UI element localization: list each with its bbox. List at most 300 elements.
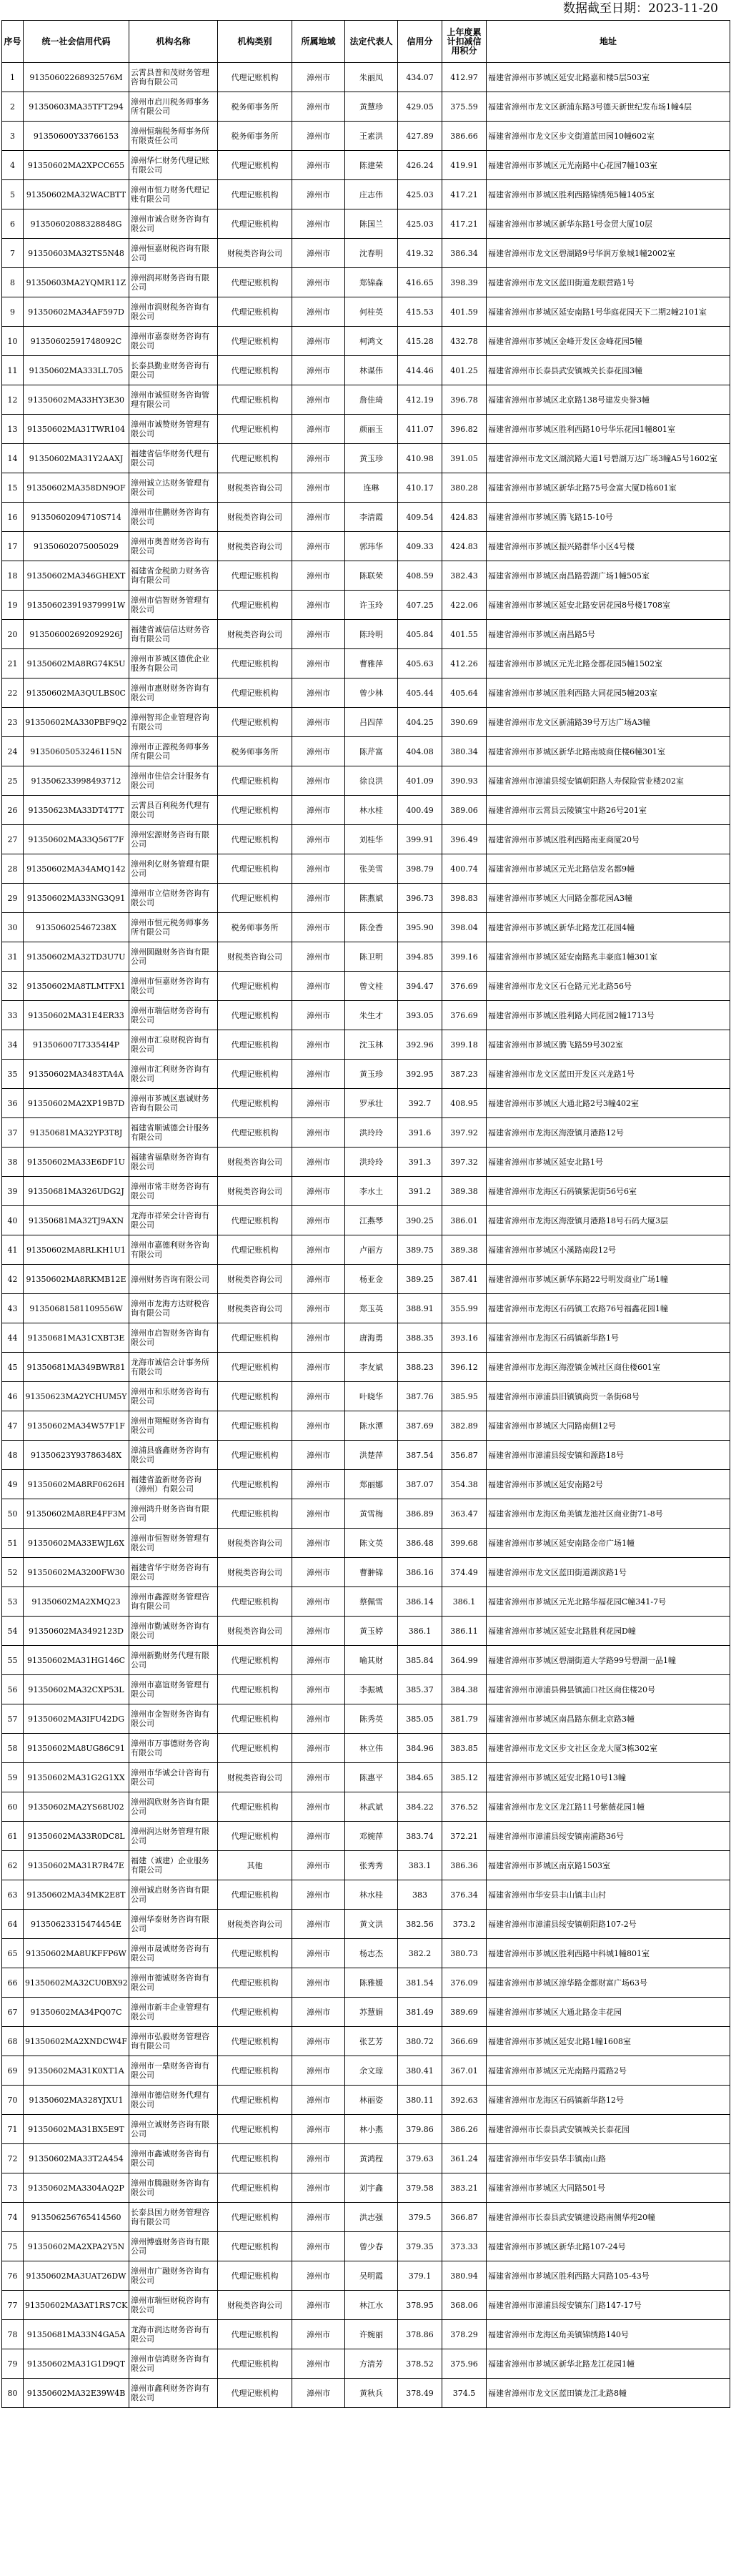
table-row <box>2 1235 730 1265</box>
cell-agency-name: 漳州恒瑞税务师事务所有限责任公司 <box>129 122 218 151</box>
data-cutoff-date-text: 数据截至日期：2023-11-20 <box>562 1 718 16</box>
cell-address: 福建省漳州市芗城区延安北路嘉和楼5层503室 <box>487 63 730 92</box>
cell-region: 漳州市 <box>292 1822 345 1851</box>
cell-agency-name: 漳州市诚赞财务管理有限公司 <box>129 415 218 444</box>
cell-index: 18 <box>2 561 24 591</box>
cell-deducted-points: 376.52 <box>442 1792 487 1822</box>
cell-address: 福建省漳州市芗城区碧湖街道大学路99号碧湖一品1幢 <box>487 1646 730 1675</box>
table-row <box>2 1646 730 1675</box>
cell-agency-name: 漳州市惠财财务咨询有限公司 <box>129 678 218 708</box>
cell-address: 福建省漳州市龙文区蓝田镇龙江北路8幢 <box>487 2379 730 2408</box>
cell-legal-rep: 陈卫明 <box>345 942 398 972</box>
cell-credit-code: 91350602MA8RE4FF3M <box>24 1499 129 1529</box>
cell-address: 福建省漳州市龙海区石码镇工农路76号福鑫花园1幢 <box>487 1294 730 1323</box>
cell-agency-name: 漳州宏源财务咨询有限公司 <box>129 825 218 854</box>
cell-agency-name: 漳州市一鼎财务咨询有限公司 <box>129 2056 218 2086</box>
header-agency-type: 机构类别 <box>218 21 292 63</box>
agency-credit-table <box>1 20 730 2408</box>
table-row <box>2 1089 730 1118</box>
cell-agency-type: 代理记账机构 <box>218 356 292 385</box>
cell-credit-code: 91350602MA8UG86C91 <box>24 1734 129 1763</box>
cell-agency-type: 财税类咨询公司 <box>218 1529 292 1558</box>
cell-agency-type: 代理记账机构 <box>218 1060 292 1089</box>
cell-address: 福建省漳州市龙文区龙江路11号紫薇花园1幢 <box>487 1792 730 1822</box>
cell-credit-code: 91350602075005029 <box>24 532 129 561</box>
cell-credit-score: 383 <box>398 1880 442 1910</box>
cell-deducted-points: 373.2 <box>442 1910 487 1939</box>
cell-credit-code: 91350602MA346GHEXT <box>24 561 129 591</box>
cell-legal-rep: 林江水 <box>345 2291 398 2320</box>
cell-deducted-points: 401.59 <box>442 297 487 327</box>
cell-legal-rep: 曹雅萍 <box>345 649 398 678</box>
cell-credit-score: 378.86 <box>398 2320 442 2349</box>
cell-index: 4 <box>2 151 24 180</box>
cell-index: 41 <box>2 1235 24 1265</box>
cell-index: 19 <box>2 591 24 620</box>
cell-legal-rep: 林谋伟 <box>345 356 398 385</box>
cell-credit-score: 407.25 <box>398 591 442 620</box>
cell-legal-rep: 李水土 <box>345 1177 398 1206</box>
cell-region: 漳州市 <box>292 1880 345 1910</box>
cell-region: 漳州市 <box>292 327 345 356</box>
table-body <box>2 63 730 2408</box>
cell-credit-score: 427.89 <box>398 122 442 151</box>
cell-address: 福建省漳州市华安县华丰镇南山路 <box>487 2144 730 2173</box>
cell-index: 48 <box>2 1441 24 1470</box>
cell-agency-name: 福建省信华财务代理有限公司 <box>129 444 218 473</box>
cell-agency-name: 漳州市勤诚财务咨询有限公司 <box>129 1617 218 1646</box>
cell-address: 福建省漳州市龙海区角美镇龙池社区商业街71-8号 <box>487 1499 730 1529</box>
cell-address: 福建省漳州市芗城区胜利路大同花园2幢1713号 <box>487 1001 730 1030</box>
cell-legal-rep: 黄玉珍 <box>345 444 398 473</box>
cell-credit-score: 386.89 <box>398 1499 442 1529</box>
cell-credit-code: 91350602MA3QULBS0C <box>24 678 129 708</box>
cell-legal-rep: 郑锦森 <box>345 268 398 297</box>
cell-agency-type: 代理记账机构 <box>218 385 292 415</box>
cell-deducted-points: 356.87 <box>442 1441 487 1470</box>
cell-agency-name: 漳州博盛财务咨询有限公司 <box>129 2232 218 2261</box>
cell-region: 漳州市 <box>292 561 345 591</box>
cell-index: 47 <box>2 1411 24 1441</box>
table-row <box>2 913 730 942</box>
cell-index: 64 <box>2 1910 24 1939</box>
cell-region: 漳州市 <box>292 297 345 327</box>
cell-deducted-points: 391.05 <box>442 444 487 473</box>
cell-deducted-points: 412.97 <box>442 63 487 92</box>
cell-region: 漳州市 <box>292 2320 345 2349</box>
cell-address: 福建省漳州市漳浦县佛昙镇浦口社区商住楼20号 <box>487 1675 730 1704</box>
cell-agency-name: 福建省盈新财务咨询（漳州）有限公司 <box>129 1470 218 1499</box>
table-row <box>2 1470 730 1499</box>
cell-credit-code: 91350602MA3UAT26DW <box>24 2261 129 2291</box>
cell-credit-score: 419.32 <box>398 239 442 268</box>
cell-credit-code: 91350602MA3IFU42DG <box>24 1704 129 1734</box>
cell-region: 漳州市 <box>292 1734 345 1763</box>
cell-credit-score: 425.03 <box>398 180 442 209</box>
cell-agency-type: 代理记账机构 <box>218 1411 292 1441</box>
cell-region: 漳州市 <box>292 1030 345 1060</box>
cell-legal-rep: 黄秋兵 <box>345 2379 398 2408</box>
cell-legal-rep: 蔡佩雪 <box>345 1587 398 1617</box>
cell-region: 漳州市 <box>292 503 345 532</box>
cell-agency-name: 漳州市鑫利财务咨询有限公司 <box>129 2379 218 2408</box>
cell-credit-score: 398.79 <box>398 854 442 884</box>
cell-legal-rep: 邓婉萍 <box>345 1822 398 1851</box>
cell-credit-code: 91350602MA34W57F1F <box>24 1411 129 1441</box>
table-row <box>2 2086 730 2115</box>
cell-region: 漳州市 <box>292 122 345 151</box>
header-legal-rep: 法定代表人 <box>345 21 398 63</box>
cell-agency-name: 漳州市立信财务咨询有限公司 <box>129 884 218 913</box>
cell-index: 11 <box>2 356 24 385</box>
cell-deducted-points: 382.43 <box>442 561 487 591</box>
cell-agency-name: 漳州市金智财务咨询有限公司 <box>129 1704 218 1734</box>
cell-credit-code: 91350602MA32E39W4B <box>24 2379 129 2408</box>
cell-credit-code: 91350603MA35TFT294 <box>24 92 129 122</box>
cell-credit-score: 404.25 <box>398 708 442 737</box>
cell-region: 漳州市 <box>292 1617 345 1646</box>
cell-index: 73 <box>2 2173 24 2203</box>
cell-agency-name: 漳州市启川税务师事务所有限公司 <box>129 92 218 122</box>
cell-agency-type: 财税类咨询公司 <box>218 1177 292 1206</box>
cell-address: 福建省漳州市华安县丰山镇丰山村 <box>487 1880 730 1910</box>
cell-region: 漳州市 <box>292 239 345 268</box>
cell-agency-type: 代理记账机构 <box>218 1822 292 1851</box>
cell-legal-rep: 詹佳琦 <box>345 385 398 415</box>
cell-index: 35 <box>2 1060 24 1089</box>
cell-index: 37 <box>2 1118 24 1148</box>
cell-region: 漳州市 <box>292 649 345 678</box>
cell-address: 福建省漳州市芗城区延安南路兆丰豪庭1幢301室 <box>487 942 730 972</box>
table-row <box>2 1294 730 1323</box>
cell-index: 10 <box>2 327 24 356</box>
cell-credit-score: 378.52 <box>398 2349 442 2379</box>
cell-agency-name: 漳州市瑞信财务咨询有限公司 <box>129 1001 218 1030</box>
cell-agency-type: 税务师事务所 <box>218 737 292 766</box>
cell-legal-rep: 陈金香 <box>345 913 398 942</box>
cell-credit-code: 91350602MA3304AQ2P <box>24 2173 129 2203</box>
table-row <box>2 444 730 473</box>
cell-region: 漳州市 <box>292 1206 345 1235</box>
cell-deducted-points: 396.78 <box>442 385 487 415</box>
cell-agency-name: 漳州市德信财务代理有限公司 <box>129 2086 218 2115</box>
cell-region: 漳州市 <box>292 209 345 239</box>
cell-agency-type: 财税类咨询公司 <box>218 532 292 561</box>
cell-index: 21 <box>2 649 24 678</box>
cell-legal-rep: 张艺芳 <box>345 2027 398 2056</box>
cell-deducted-points: 363.47 <box>442 1499 487 1529</box>
table-row <box>2 268 730 297</box>
cell-address: 福建省漳州市芗城区新华北路龙江花园1幢 <box>487 2349 730 2379</box>
table-row <box>2 591 730 620</box>
table-row <box>2 1910 730 1939</box>
cell-legal-rep: 黄文洪 <box>345 1910 398 1939</box>
cell-credit-code: 91350602MA33E6DF1U <box>24 1148 129 1177</box>
cell-legal-rep: 连琳 <box>345 473 398 503</box>
cell-agency-type: 代理记账机构 <box>218 796 292 825</box>
table-row <box>2 766 730 796</box>
cell-credit-code: 91350602MA3AT1RS7CK <box>24 2291 129 2320</box>
cell-region: 漳州市 <box>292 1910 345 1939</box>
cell-index: 40 <box>2 1206 24 1235</box>
cell-legal-rep: 王素洪 <box>345 122 398 151</box>
cell-agency-type: 代理记账机构 <box>218 1030 292 1060</box>
cell-deducted-points: 380.28 <box>442 473 487 503</box>
cell-credit-code: 91350602MA33R0DC8L <box>24 1822 129 1851</box>
cell-deducted-points: 387.23 <box>442 1060 487 1089</box>
cell-agency-type: 财税类咨询公司 <box>218 1617 292 1646</box>
cell-agency-type: 代理记账机构 <box>218 1587 292 1617</box>
cell-deducted-points: 417.21 <box>442 180 487 209</box>
cell-index: 49 <box>2 1470 24 1499</box>
cell-region: 漳州市 <box>292 356 345 385</box>
cell-agency-name: 漳州市润财税务咨询有限公司 <box>129 297 218 327</box>
cell-address: 福建省漳州市芗城区新华北路龙江花园4幢 <box>487 913 730 942</box>
cell-agency-type: 财税类咨询公司 <box>218 1558 292 1587</box>
cell-credit-score: 391.6 <box>398 1118 442 1148</box>
cell-credit-score: 380.41 <box>398 2056 442 2086</box>
cell-region: 漳州市 <box>292 1704 345 1734</box>
cell-agency-name: 漳州市翔鲲财务咨询有限公司 <box>129 1411 218 1441</box>
cell-agency-name: 漳州市恒力财务代理记账有限公司 <box>129 180 218 209</box>
cell-region: 漳州市 <box>292 2349 345 2379</box>
cell-index: 79 <box>2 2349 24 2379</box>
cell-agency-name: 福建省华宇财务咨询有限公司 <box>129 1558 218 1587</box>
cell-agency-type: 代理记账机构 <box>218 708 292 737</box>
cell-agency-name: 漳州润欣财务咨询有限公司 <box>129 1792 218 1822</box>
cell-address: 福建省漳州市芗城区延安北路安居花园8号楼1708室 <box>487 591 730 620</box>
table-row <box>2 1675 730 1704</box>
cell-credit-score: 429.05 <box>398 92 442 122</box>
cell-address: 福建省漳州市芗城区新华北路南坡商住楼6幢301室 <box>487 737 730 766</box>
cell-deducted-points: 417.21 <box>442 209 487 239</box>
cell-credit-code: 91350603MA2YQMR11Z <box>24 268 129 297</box>
cell-agency-type: 代理记账机构 <box>218 825 292 854</box>
cell-agency-type: 代理记账机构 <box>218 1382 292 1411</box>
cell-address: 福建省漳州市芗城区元光北路金都花园5幢1502室 <box>487 649 730 678</box>
cell-agency-name: 漳州恒嘉财税咨询有限公司 <box>129 239 218 268</box>
cell-deducted-points: 380.73 <box>442 1939 487 1968</box>
cell-credit-code: 91350602088328848G <box>24 209 129 239</box>
cell-deducted-points: 390.69 <box>442 708 487 737</box>
cell-credit-score: 410.98 <box>398 444 442 473</box>
cell-agency-name: 漳州市恒元税务师事务所有限公司 <box>129 913 218 942</box>
cell-credit-score: 388.23 <box>398 1353 442 1382</box>
cell-deducted-points: 382.89 <box>442 1411 487 1441</box>
cell-region: 漳州市 <box>292 385 345 415</box>
cell-deducted-points: 378.29 <box>442 2320 487 2349</box>
cell-legal-rep: 庄志伟 <box>345 180 398 209</box>
cell-deducted-points: 386.66 <box>442 122 487 151</box>
cell-agency-type: 财税类咨询公司 <box>218 1763 292 1792</box>
cell-deducted-points: 376.34 <box>442 1880 487 1910</box>
cell-legal-rep: 陈建荣 <box>345 151 398 180</box>
cell-credit-code: 91350602MA33EWJL6X <box>24 1529 129 1558</box>
cell-deducted-points: 424.83 <box>442 503 487 532</box>
cell-credit-score: 415.53 <box>398 297 442 327</box>
cell-credit-score: 410.17 <box>398 473 442 503</box>
cell-index: 16 <box>2 503 24 532</box>
cell-deducted-points: 387.41 <box>442 1265 487 1294</box>
cell-legal-rep: 曾文桂 <box>345 972 398 1001</box>
cell-credit-code: 91350600Y33766153 <box>24 122 129 151</box>
cell-region: 漳州市 <box>292 678 345 708</box>
cell-deducted-points: 399.18 <box>442 1030 487 1060</box>
cell-agency-type: 代理记账机构 <box>218 1792 292 1822</box>
cell-agency-name: 漳州市腾融财务咨询有限公司 <box>129 2173 218 2203</box>
cell-address: 福建省漳州市长泰县武安镇城关长泰花园3幢 <box>487 356 730 385</box>
cell-legal-rep: 林水桂 <box>345 1880 398 1910</box>
cell-credit-score: 414.46 <box>398 356 442 385</box>
cell-agency-type: 代理记账机构 <box>218 1646 292 1675</box>
cell-index: 50 <box>2 1499 24 1529</box>
cell-credit-score: 385.37 <box>398 1675 442 1704</box>
cell-region: 漳州市 <box>292 708 345 737</box>
cell-deducted-points: 384.38 <box>442 1675 487 1704</box>
cell-index: 77 <box>2 2291 24 2320</box>
header-deducted-points: 上年度累计扣减信用积分 <box>442 21 487 63</box>
cell-credit-code: 91350602MA31HG146C <box>24 1646 129 1675</box>
cell-region: 漳州市 <box>292 737 345 766</box>
cell-region: 漳州市 <box>292 854 345 884</box>
cell-legal-rep: 刘桂华 <box>345 825 398 854</box>
cell-legal-rep: 沈玉林 <box>345 1030 398 1060</box>
cell-credit-code: 91350602MA33T2A454 <box>24 2144 129 2173</box>
data-cutoff-date <box>0 0 731 17</box>
cell-legal-rep: 郑丽娜 <box>345 1470 398 1499</box>
cell-credit-code: 91350602MA31BX5E9T <box>24 2115 129 2144</box>
cell-legal-rep: 陈国兰 <box>345 209 398 239</box>
cell-address: 福建省漳州市漳浦县绥安镇东门路147-17号 <box>487 2291 730 2320</box>
cell-credit-code: 91350605053246115N <box>24 737 129 766</box>
cell-deducted-points: 400.74 <box>442 854 487 884</box>
cell-region: 漳州市 <box>292 796 345 825</box>
cell-index: 72 <box>2 2144 24 2173</box>
cell-agency-name: 云霄县普和茂财务管理咨询有限公司 <box>129 63 218 92</box>
cell-index: 76 <box>2 2261 24 2291</box>
cell-address: 福建省漳州市芗城区延安北路1幢1608室 <box>487 2027 730 2056</box>
cell-region: 漳州市 <box>292 1470 345 1499</box>
cell-deducted-points: 375.59 <box>442 92 487 122</box>
cell-legal-rep: 黄雪梅 <box>345 1499 398 1529</box>
cell-deducted-points: 385.12 <box>442 1763 487 1792</box>
cell-legal-rep: 唐海勇 <box>345 1323 398 1353</box>
cell-credit-score: 392.96 <box>398 1030 442 1060</box>
cell-agency-name: 漳州市鑫源财务管理咨询有限公司 <box>129 1587 218 1617</box>
cell-credit-code: 91350602MA8RLKH1U1 <box>24 1235 129 1265</box>
cell-credit-score: 434.07 <box>398 63 442 92</box>
cell-credit-code: 91350602MA34MK2E8T <box>24 1880 129 1910</box>
cell-credit-code: 91350602MA8TLMTFX1 <box>24 972 129 1001</box>
cell-agency-type: 代理记账机构 <box>218 2056 292 2086</box>
cell-credit-score: 380.11 <box>398 2086 442 2115</box>
cell-region: 漳州市 <box>292 2203 345 2232</box>
cell-credit-score: 384.65 <box>398 1763 442 1792</box>
cell-index: 14 <box>2 444 24 473</box>
cell-credit-code: 91350602MA330PBF9Q2 <box>24 708 129 737</box>
cell-legal-rep: 陈水潭 <box>345 1411 398 1441</box>
cell-index: 57 <box>2 1704 24 1734</box>
cell-legal-rep: 方清芳 <box>345 2349 398 2379</box>
cell-credit-code: 91350602094710S714 <box>24 503 129 532</box>
cell-legal-rep: 罗承壮 <box>345 1089 398 1118</box>
cell-index: 22 <box>2 678 24 708</box>
cell-address: 福建省漳州市芗城区胜利西路大同花园5幢203室 <box>487 678 730 708</box>
cell-address: 福建省漳州市芗城区胜利西路大同路105-43号 <box>487 2261 730 2291</box>
cell-index: 45 <box>2 1353 24 1382</box>
cell-legal-rep: 陈雅媛 <box>345 1968 398 1998</box>
cell-deducted-points: 398.39 <box>442 268 487 297</box>
cell-deducted-points: 385.95 <box>442 1382 487 1411</box>
cell-agency-name: 漳州财务咨询有限公司 <box>129 1265 218 1294</box>
cell-index: 13 <box>2 415 24 444</box>
cell-agency-name: 漳州立诚财务咨询有限公司 <box>129 2115 218 2144</box>
cell-legal-rep: 陈联荣 <box>345 561 398 591</box>
cell-address: 福建省漳州市龙海区角美镇锦绣路140号 <box>487 2320 730 2349</box>
cell-deducted-points: 389.38 <box>442 1177 487 1206</box>
cell-agency-type: 代理记账机构 <box>218 180 292 209</box>
cell-region: 漳州市 <box>292 180 345 209</box>
cell-deducted-points: 355.99 <box>442 1294 487 1323</box>
cell-deducted-points: 396.49 <box>442 825 487 854</box>
cell-region: 漳州市 <box>292 92 345 122</box>
cell-index: 42 <box>2 1265 24 1294</box>
table-row <box>2 2203 730 2232</box>
cell-index: 46 <box>2 1382 24 1411</box>
cell-region: 漳州市 <box>292 1001 345 1030</box>
cell-deducted-points: 386.26 <box>442 2115 487 2144</box>
cell-agency-name: 漳州新勤财务代理有限公司 <box>129 1646 218 1675</box>
cell-index: 9 <box>2 297 24 327</box>
cell-legal-rep: 陈玲明 <box>345 620 398 649</box>
cell-index: 36 <box>2 1089 24 1118</box>
table-row <box>2 473 730 503</box>
cell-credit-score: 405.63 <box>398 649 442 678</box>
cell-credit-code: 91350602MA33Q56T7F <box>24 825 129 854</box>
cell-index: 67 <box>2 1998 24 2027</box>
cell-deducted-points: 397.32 <box>442 1148 487 1177</box>
cell-address: 福建省漳州市芗城区胜利西路南亚商厦20号 <box>487 825 730 854</box>
cell-address: 福建省漳州市芗城区振兴路群华小区4号楼 <box>487 532 730 561</box>
cell-credit-score: 382.2 <box>398 1939 442 1968</box>
table-row <box>2 649 730 678</box>
cell-agency-type: 财税类咨询公司 <box>218 1148 292 1177</box>
cell-index: 63 <box>2 1880 24 1910</box>
cell-legal-rep: 何桂英 <box>345 297 398 327</box>
table-row <box>2 239 730 268</box>
cell-index: 25 <box>2 766 24 796</box>
cell-agency-name: 漳州市华诚会计咨询有限公司 <box>129 1763 218 1792</box>
cell-credit-code: 91350623MA33DT4T7T <box>24 796 129 825</box>
cell-credit-score: 378.49 <box>398 2379 442 2408</box>
cell-credit-code: 91350623Y93786348X <box>24 1441 129 1470</box>
cell-credit-score: 379.86 <box>398 2115 442 2144</box>
cell-index: 60 <box>2 1792 24 1822</box>
cell-legal-rep: 林小燕 <box>345 2115 398 2144</box>
cell-agency-name: 漳州市鑫诚财务咨询有限公司 <box>129 2144 218 2173</box>
table-row <box>2 1499 730 1529</box>
cell-address: 福建省漳州市龙海区石码镇新华路1号 <box>487 1323 730 1353</box>
cell-agency-name: 漳州市诚合财务咨询有限公司 <box>129 209 218 239</box>
cell-deducted-points: 386.11 <box>442 1617 487 1646</box>
cell-region: 漳州市 <box>292 2056 345 2086</box>
cell-credit-score: 382.56 <box>398 1910 442 1939</box>
cell-credit-code: 91350602MA3492123D <box>24 1617 129 1646</box>
cell-index: 70 <box>2 2086 24 2115</box>
table-row <box>2 532 730 561</box>
cell-address: 福建省漳州市芗城区金峰开发区金峰花园5幢 <box>487 327 730 356</box>
cell-agency-name: 漳州市嘉德利财务咨询有限公司 <box>129 1235 218 1265</box>
